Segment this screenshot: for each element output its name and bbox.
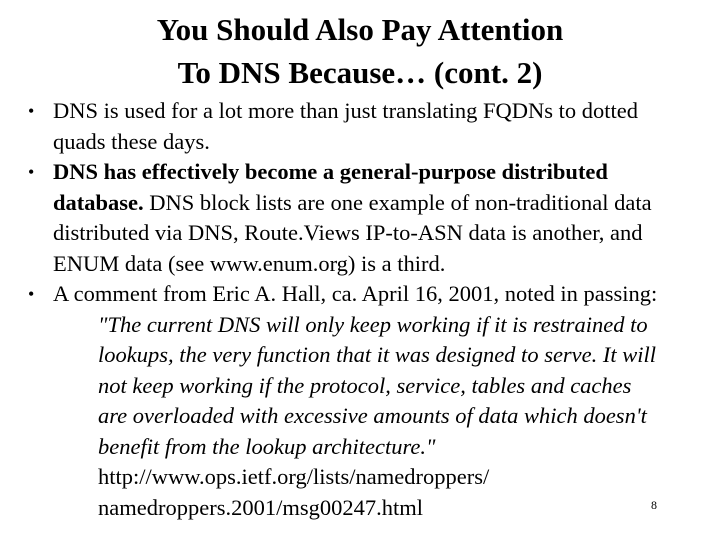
bullet-icon: • [28, 284, 35, 304]
bullet-icon: • [28, 162, 35, 182]
source-url-line: namedroppers.2001/msg00247.html [98, 494, 423, 520]
quote-line: are overloaded with excessive amounts of data which doesn't [98, 403, 647, 428]
bullet-distributed-database [28, 157, 716, 279]
bullet-bold-fragment: database. [53, 189, 144, 215]
bullet-eric-hall-comment [28, 279, 716, 310]
quote-line: not keep working if the protocol, service, tables and caches [98, 372, 632, 398]
bullet-text-line [53, 188, 716, 219]
bullet-bold-line: DNS has effectively become a general-purpose distributed [53, 159, 608, 184]
bullet-text-line: distributed via DNS, Route.Views IP-to-ASN data is another, and [53, 220, 643, 245]
quote-line: benefit from the lookup architecture." [98, 433, 436, 459]
source-url-line: http://www.ops.ietf.org/lists/namedroppers/ [98, 464, 490, 489]
quote-line: "The current DNS will only keep working if it is restrained to [98, 311, 648, 337]
bullet-text-line: A comment from Eric A. Hall, ca. April 16, 2001, noted in passing: [53, 281, 658, 306]
bullet-icon: • [28, 101, 35, 121]
slide-title [0, 8, 720, 94]
title-line-2: To DNS Because… (cont. 2) [177, 55, 543, 90]
bullet-dns-uses [28, 96, 716, 157]
quote-block [98, 310, 716, 524]
bullet-text-line: quads these days. [53, 128, 210, 154]
slide-body [28, 96, 716, 523]
title-line-1: You Should Also Pay Attention [156, 12, 564, 47]
bullet-text-line: DNS is used for a lot more than just translating FQDNs to dotted [53, 98, 638, 123]
quote-line: lookups, the very function that it was designed to serve. It will [98, 342, 657, 367]
bullet-text-fragment: DNS block lists are one example of non-traditional data [143, 189, 652, 215]
bullet-text-line: ENUM data (see www.enum.org) is a third. [53, 250, 446, 276]
page-number: 8 [651, 498, 657, 512]
